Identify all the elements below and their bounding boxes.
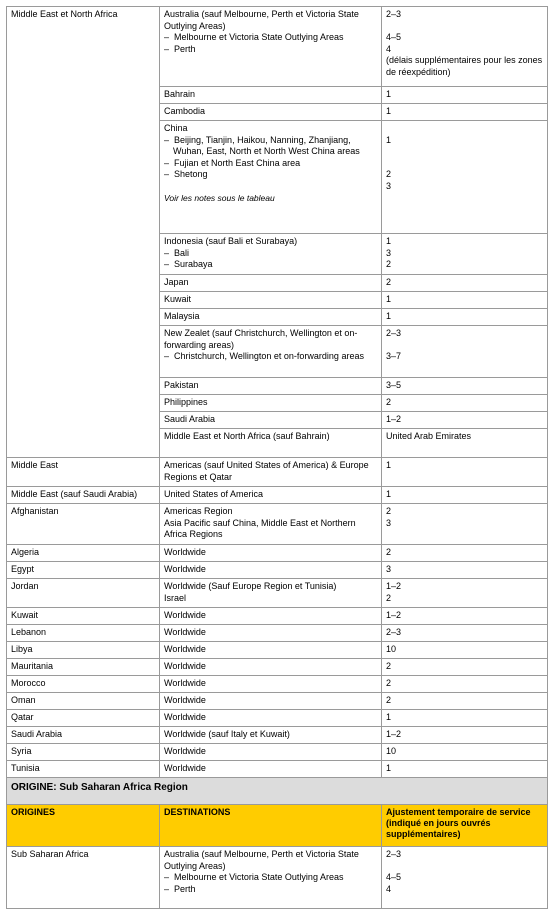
origin-cell: Egypt (7, 562, 160, 579)
destination-cell: Saudi Arabia (160, 412, 382, 429)
origin-cell: Afghanistan (7, 504, 160, 545)
table-row (7, 676, 548, 693)
adjustment-cell: 10 (382, 744, 548, 761)
table-row (7, 761, 548, 778)
destination-cell: Worldwide (160, 693, 382, 710)
adjustment-cell: 2–3 3–7 (382, 326, 548, 378)
adjustment-cell: 2 (382, 676, 548, 693)
destination-cell: New Zealet (sauf Christchurch, Wellington et on-forwarding areas) – Christchurch, Wellington et on-forwarding areas (160, 326, 382, 378)
adjustment-cell: 1–2 (382, 727, 548, 744)
adjustment-cell: 1 2 3 (382, 121, 548, 234)
adjustment-cell: 2–3 4–5 4 (délais supplémentaires pour les zones de réexpédition) (382, 7, 548, 87)
header-origins: ORIGINES (7, 805, 160, 847)
adjustment-cell: 2 (382, 693, 548, 710)
adjustment-cell: 1 (382, 487, 548, 504)
table-row (7, 487, 548, 504)
origin-cell: Oman (7, 693, 160, 710)
origin-cell: Lebanon (7, 625, 160, 642)
adjustment-cell: 2–3 (382, 625, 548, 642)
origin-cell: Kuwait (7, 608, 160, 625)
table-row (7, 710, 548, 727)
table-row (7, 625, 548, 642)
header-adjustment: Ajustement temporaire de service (indiqué en jours ouvrés supplémentaires) (382, 805, 548, 847)
adjustment-cell: 2–3 4–5 4 (382, 847, 548, 909)
origin-cell: Morocco (7, 676, 160, 693)
destination-cell: Americas (sauf United States of America) & Europe Regions et Qatar (160, 458, 382, 487)
destination-cell: Worldwide (160, 744, 382, 761)
adjustment-cell: 1–2 2 (382, 579, 548, 608)
table-row (7, 579, 548, 608)
table-note: Voir les notes sous le tableau (164, 192, 275, 203)
destination-cell: Worldwide (160, 608, 382, 625)
adjustment-cell: 2 3 (382, 504, 548, 545)
adjustment-cell: 1 (382, 87, 548, 104)
destination-cell: China – Beijing, Tianjin, Haikou, Nanning, Zhanjiang, Wuhan, East, North et North West China areas – Fujian et North East China area – Shetong Voir les notes sous le tableau (160, 121, 382, 234)
destination-cell: Kuwait (160, 292, 382, 309)
origin-cell: Algeria (7, 545, 160, 562)
destination-cell: Australia (sauf Melbourne, Perth et Victoria State Outlying Areas) – Melbourne et Victoria State Outlying Areas – Perth (160, 7, 382, 87)
destination-cell: Cambodia (160, 104, 382, 121)
origin-cell: Saudi Arabia (7, 727, 160, 744)
origin-cell: Jordan (7, 579, 160, 608)
destination-cell: Indonesia (sauf Bali et Surabaya) – Bali – Surabaya (160, 234, 382, 275)
destination-cell: Americas Region Asia Pacific sauf China, Middle East et Northern Africa Regions (160, 504, 382, 545)
table-row (7, 504, 548, 545)
table-row (7, 562, 548, 579)
origin-cell: Mauritania (7, 659, 160, 676)
table-row (7, 545, 548, 562)
destination-cell: Worldwide (160, 625, 382, 642)
adjustment-cell: 1 (382, 710, 548, 727)
table-row (7, 727, 548, 744)
adjustment-cell: 1 (382, 458, 548, 487)
destination-cell: United States of America (160, 487, 382, 504)
origin-cell: Middle East (7, 458, 160, 487)
origin-cell: Libya (7, 642, 160, 659)
adjustment-cell: 1–2 (382, 608, 548, 625)
origin-cell: Tunisia (7, 761, 160, 778)
adjustment-cell: 3–5 (382, 378, 548, 395)
destination-cell: Worldwide (160, 659, 382, 676)
destination-cell: Worldwide (160, 562, 382, 579)
adjustment-cell: 2 (382, 545, 548, 562)
adjustment-cell: 1 (382, 104, 548, 121)
origin-cell: Middle East et North Africa (sauf Bahrain) (160, 429, 382, 458)
destination-cell: Australia (sauf Melbourne, Perth et Victoria State Outlying Areas) – Melbourne et Victoria State Outlying Areas – Perth (160, 847, 382, 909)
destination-cell: Bahrain (160, 87, 382, 104)
table-row (7, 642, 548, 659)
adjustment-cell: 2 (382, 275, 548, 292)
destination-cell: Worldwide (160, 710, 382, 727)
origin-cell: Syria (7, 744, 160, 761)
destination-cell: Worldwide (160, 642, 382, 659)
destination-cell: United Arab Emirates (382, 429, 548, 458)
destination-cell: Worldwide (Sauf Europe Region et Tunisia) Israel (160, 579, 382, 608)
adjustment-cell: 2 (382, 659, 548, 676)
section-heading: ORIGINE: Sub Saharan Africa Region (7, 778, 548, 805)
adjustment-cell: 1 (382, 309, 548, 326)
destination-cell: Philippines (160, 395, 382, 412)
adjustment-cell: 1 (382, 761, 548, 778)
adjustment-cell: 1–2 (382, 412, 548, 429)
origin-label: Middle East et North Africa (11, 9, 118, 19)
service-adjustment-table (6, 6, 548, 909)
table-row (7, 458, 548, 487)
table-row (7, 659, 548, 676)
adjustment-cell: 2 (382, 395, 548, 412)
table-row (7, 693, 548, 710)
header-destinations: DESTINATIONS (160, 805, 382, 847)
table-row (7, 608, 548, 625)
origin-cell: Sub Saharan Africa (7, 847, 160, 909)
adjustment-cell: 1 (382, 292, 548, 309)
destination-cell: Worldwide (160, 676, 382, 693)
destination-cell: Worldwide (160, 545, 382, 562)
destination-cell: Worldwide (160, 761, 382, 778)
adjustment-cell: 10 (382, 642, 548, 659)
origin-cell: Qatar (7, 710, 160, 727)
destination-cell: Japan (160, 275, 382, 292)
table-row (7, 744, 548, 761)
table-row (7, 847, 548, 909)
origin-cell: Middle East (sauf Saudi Arabia) (7, 487, 160, 504)
adjustment-cell: 3 (382, 562, 548, 579)
adjustment-cell: 1 3 2 (382, 234, 548, 275)
destination-cell: Malaysia (160, 309, 382, 326)
origin-cell (7, 7, 160, 458)
destination-cell: Worldwide (sauf Italy et Kuwait) (160, 727, 382, 744)
destination-cell: Pakistan (160, 378, 382, 395)
